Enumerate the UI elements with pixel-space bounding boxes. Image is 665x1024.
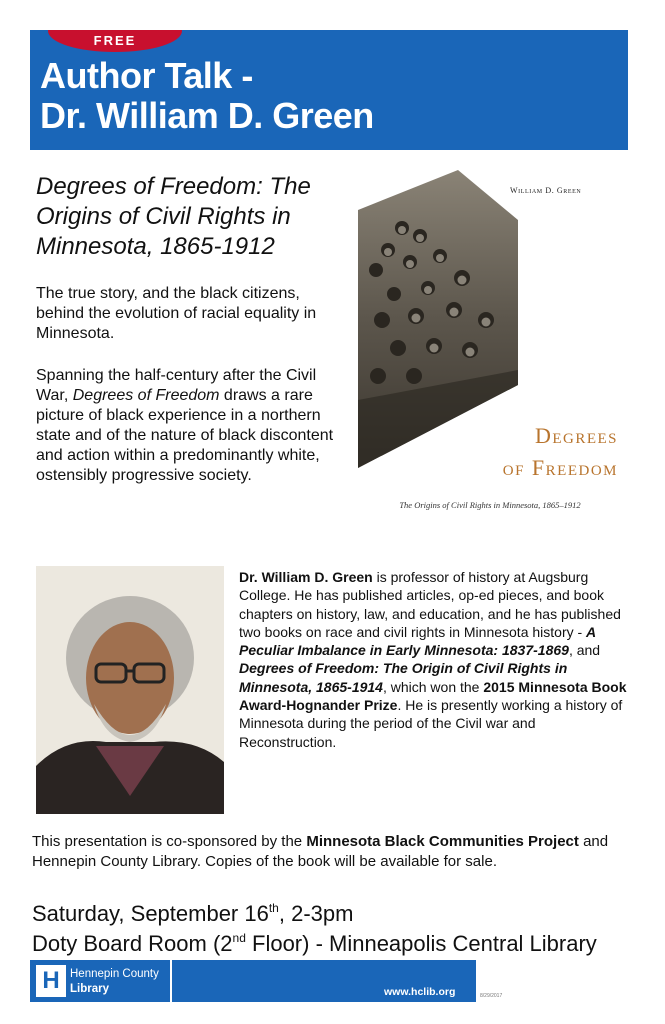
description-italic-title: Degrees of Freedom xyxy=(72,387,220,404)
cover-title-line-1: Degrees xyxy=(534,423,618,448)
library-name: Hennepin County xyxy=(70,968,159,980)
footer-date-code: 8/29/2017 xyxy=(480,993,503,999)
event-date xyxy=(32,894,642,928)
author-portrait xyxy=(36,566,224,814)
library-website-link[interactable]: www.hclib.org xyxy=(384,986,456,998)
library-logo-letter: H xyxy=(42,967,60,994)
bio-name: Dr. William D. Green xyxy=(239,569,373,585)
cosponsor-text-1: This presentation is co-sponsored by the xyxy=(32,833,307,850)
cover-title xyxy=(428,420,618,484)
library-word: Library xyxy=(70,983,109,995)
event-location xyxy=(32,924,642,958)
cover-author: William D. Green xyxy=(510,186,582,195)
date-suffix-ordinal: th xyxy=(268,901,279,915)
cover-title-line-2: of Freedom xyxy=(502,455,618,480)
book-title: Degrees of Freedom: The Origins of Civil Rights in Minnesota, 1865-1912 xyxy=(36,173,311,260)
free-badge: FREE xyxy=(48,30,182,52)
cosponsor-org: Minnesota Black Communities Project xyxy=(306,833,579,850)
bio-text-2: , and xyxy=(568,642,601,659)
location-suffix: Floor) - Minneapolis Central Library xyxy=(245,931,597,956)
title-line-2: Dr. William D. Green xyxy=(40,95,374,136)
description-part-2: draws a rare picture of black experience in a northern state and of the nature of black discontent and action within a predominantly white, ostensibly progressive society. xyxy=(36,387,334,484)
cover-subtitle: The Origins of Civil Rights in Minnesota, 1865–1912 xyxy=(399,500,581,510)
location-prefix: Doty Board Room (2 xyxy=(32,931,233,956)
event-title xyxy=(40,56,620,136)
date-time: , 2-3pm xyxy=(278,901,354,926)
location-ordinal: nd xyxy=(232,931,246,945)
description-part-1: Spanning the half-century after the Civil War, xyxy=(36,367,317,404)
bio-text-3: , which won the xyxy=(382,678,484,695)
book-summary: The true story, and the black citizens, behind the evolution of racial equality in Minnesota. xyxy=(36,285,317,342)
bio-text-1: is professor of history at Augsburg College. He has published articles, op-ed pieces, and book chapters on history, law, and education, and he has published two books on race and civil rights in Minnesota history - xyxy=(239,569,621,640)
cosponsor-note xyxy=(32,832,632,872)
date-prefix: Saturday, September 16 xyxy=(32,901,269,926)
bio-award: 2015 Minnesota Book Award-Hognander Prize xyxy=(239,678,627,714)
bio-book-2: Degrees of Freedom: The Origin of Civil Rights in Minnesota, 1865-1914 xyxy=(239,660,568,695)
bio-text-4: . He is presently working a history of Minnesota during the period of the Civil war and Reconstruction. xyxy=(239,697,623,750)
cosponsor-text-2: and Hennepin County Library. Copies of the book will be available for sale. xyxy=(32,833,609,870)
author-photo xyxy=(36,566,224,814)
bio-book-1: A Peculiar Imbalance in Early Minnesota: 1837-1869 xyxy=(239,623,596,659)
title-line-1: Author Talk - xyxy=(40,55,253,96)
book-description xyxy=(36,366,351,486)
author-bio xyxy=(239,568,629,751)
